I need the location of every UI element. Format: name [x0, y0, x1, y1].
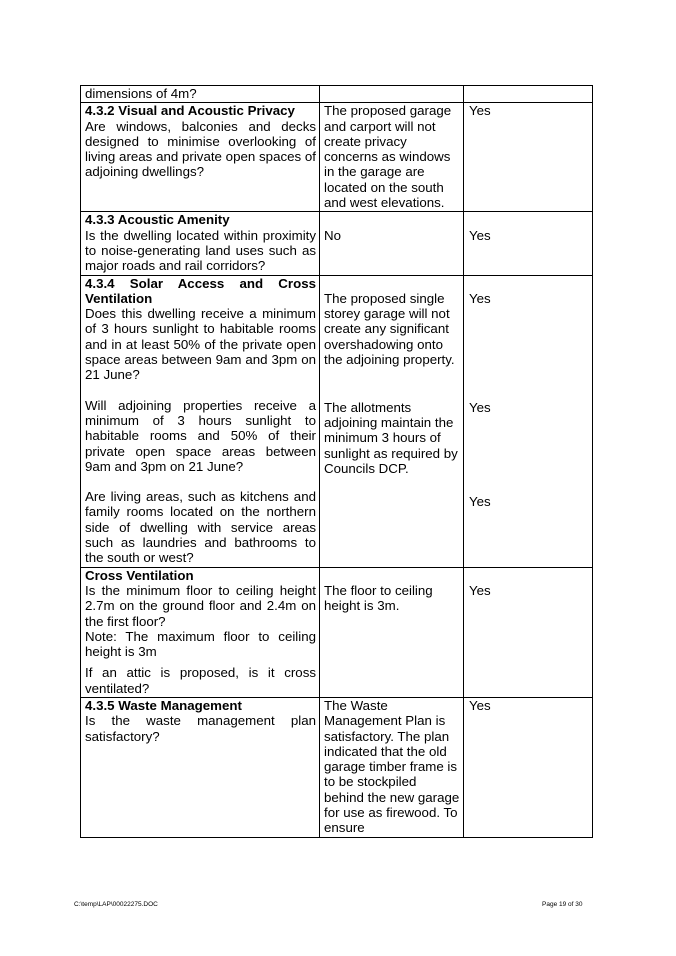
table-row — [81, 275, 593, 567]
compliance-cell — [464, 567, 593, 697]
requirement-cell — [81, 697, 320, 837]
requirement-cell — [81, 567, 320, 697]
comment-text: The allotments adjoining maintain the minimum 3 hours of sunlight as required by Councils DCP. — [324, 399, 458, 477]
compliance-text: Yes — [469, 103, 491, 119]
requirement-text: Does this dwelling receive a minimum of 3 hours sunlight to habitable rooms and in at least 50% of the private open space areas between 9am and 3pm on 21 June? — [85, 306, 316, 383]
comment-cell — [320, 103, 464, 212]
comment-cell — [320, 275, 464, 567]
compliance-text: Yes — [469, 290, 491, 306]
compliance-text: Yes — [469, 582, 491, 598]
requirement-note: Note: The maximum floor to ceiling height is 3m — [85, 628, 316, 660]
section-heading: 4.3.2 Visual and Acoustic Privacy — [85, 103, 295, 119]
compliance-table — [80, 85, 593, 838]
footer-page-number: Page 19 of 30 — [542, 901, 583, 908]
compliance-text: Yes — [469, 493, 491, 509]
requirement-text: Is the minimum floor to ceiling height 2.7m on the ground floor and 2.4m on the first floor? — [85, 582, 316, 629]
requirement-cell — [81, 86, 320, 103]
compliance-text: Yes — [469, 399, 491, 415]
comment-text: The proposed garage and carport will not create privacy concerns as windows in the garage are located on the south and west elevations. — [324, 103, 452, 211]
section-heading: Cross Ventilation — [85, 567, 194, 583]
section-heading: 4.3.5 Waste Management — [85, 697, 242, 713]
section-heading: 4.3.4 Solar Access and Cross — [85, 275, 316, 291]
requirement-text: Is the waste management plan satisfactory? — [85, 713, 316, 744]
comment-cell — [320, 567, 464, 697]
requirement-text: If an attic is proposed, is it cross ventilated? — [85, 665, 316, 696]
compliance-cell — [464, 86, 593, 103]
comment-text: No — [324, 227, 341, 243]
compliance-cell — [464, 103, 593, 212]
requirement-text: Are windows, balconies and decks designed to minimise overlooking of living areas and private open spaces of adjoining dwellings? — [85, 118, 316, 180]
comment-text: The Waste Management Plan is satisfactory. The plan indicated that the old garage timber frame is to be stockpiled behind the new garage for use as firewood. To ensure — [324, 697, 460, 836]
comment-cell — [320, 212, 464, 275]
requirement-cell — [81, 103, 320, 212]
requirement-text: Are living areas, such as kitchens and family rooms located on the northern side of dwelling with service areas such as laundries and bathrooms to the south or west? — [85, 489, 316, 566]
footer-file-path: C:\temp\LAP\00022275.DOC — [74, 901, 158, 908]
table-row — [81, 697, 593, 837]
requirement-text: Is the dwelling located within proximity to noise-generating land uses such as major roads and rail corridors? — [85, 227, 316, 274]
compliance-text: Yes — [469, 227, 491, 243]
table-row — [81, 212, 593, 275]
comment-cell — [320, 697, 464, 837]
requirement-text: dimensions of 4m? — [85, 86, 197, 101]
requirement-cell — [81, 275, 320, 567]
requirement-text: Will adjoining properties receive a minimum of 3 hours sunlight to habitable rooms and 50% of their private open space areas between 9am and 3pm on 21 June? — [85, 397, 316, 474]
comment-cell — [320, 86, 464, 103]
compliance-cell — [464, 275, 593, 567]
table-row — [81, 103, 593, 212]
compliance-text: Yes — [469, 697, 491, 713]
table-row — [81, 86, 593, 103]
requirement-cell — [81, 212, 320, 275]
comment-text: The floor to ceiling height is 3m. — [324, 582, 433, 614]
section-heading-cont: Ventilation — [85, 290, 153, 306]
table-row — [81, 567, 593, 697]
section-heading: 4.3.3 Acoustic Amenity — [85, 212, 230, 228]
compliance-cell — [464, 697, 593, 837]
compliance-cell — [464, 212, 593, 275]
comment-text: The proposed single storey garage will not create any significant overshadowing onto the adjoining property. — [324, 290, 455, 368]
